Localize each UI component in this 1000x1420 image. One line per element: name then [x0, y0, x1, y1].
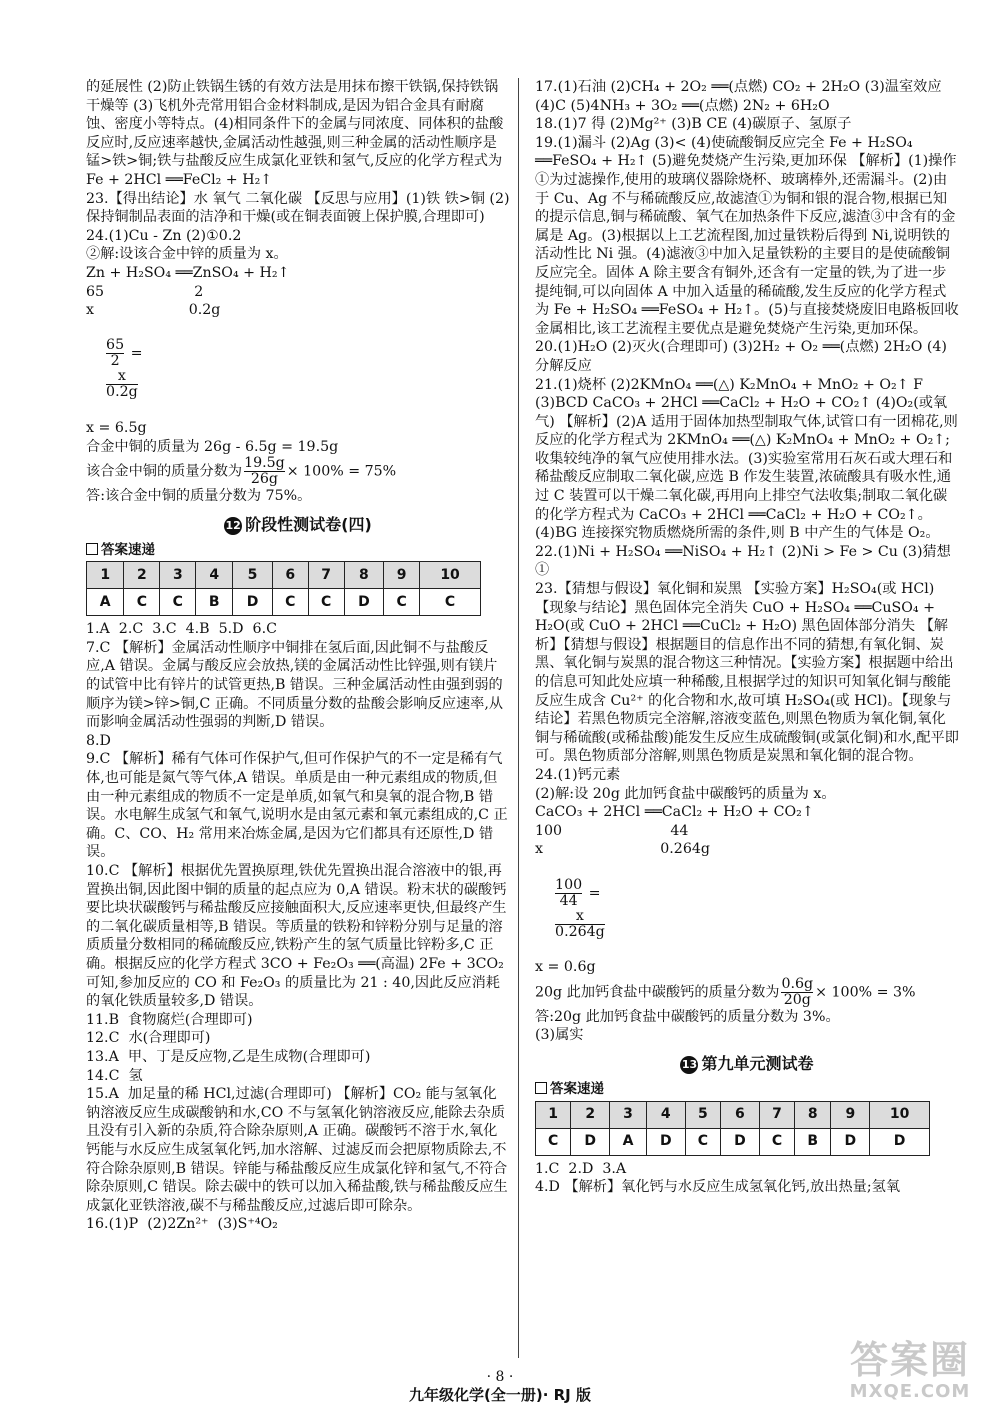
answer-24-fraction-line: 该合金中铜的质量分数为 $\frac{19.5g}{26g}$ × 100% = 75% — [86, 455, 397, 488]
answer-24-line: x 0.2g — [86, 302, 221, 319]
answer-cell: C — [759, 1128, 794, 1155]
answer-item: 23.【猜想与假设】氧化铜和炭黑 【实验方案】H₂SO₄(或 HCl) 【现象与结论】黑色固体完全消失 CuO + H₂SO₄ ══CuSO₄ + H₂O(或 CuO + 2HCl ══CuCl₂ + H₂O) 黑色固体部分消失 【解析】【猜想与假设】根据题目的信息作出不同的猜想,有氧化铜、炭黑、氧化铜与炭黑的混合物这三种情况。【实验方案】根据题中给出的信息可知此处应填一种稀酸,且根据学过的知识可知氧化铜与酸能反应生成含 Cu²⁺ 的化合物和水,故可填 H₂SO₄(或 HCl)。【现象与结论】若黑色物质完全溶解,溶液变蓝色,则黑色物质为氧化铜,氧化铜与稀硫酸(或稀盐酸)能发生反应生成硫酸铜(或氯化铜)和水,配平即可。黑色物质部分溶解,则黑色物质是炭黑和氧化铜的混合物。 — [535, 581, 959, 765]
answer-cell: C — [384, 589, 420, 616]
answer-cell: D — [831, 1128, 870, 1155]
answer-item: 20.(1)H₂O (2)灭火(合理即可) (3)2H₂ + O₂ ══(点燃) 2H₂O (4)分解反应 — [535, 339, 947, 374]
answer-cell: D — [646, 1128, 685, 1155]
question-number-cell: 10 — [870, 1101, 930, 1128]
question-number-cell: 1 — [536, 1101, 571, 1128]
answer-item: 15.A 加足量的稀 HCl,过滤(合理即可) 【解析】CO₂ 能与氢氧化钠溶液反应生成碳酸钠和水,CO 不与氢氧化钠溶液反应,能除去杂质且没有引入新的杂质,符合除杂原则,A 正确。碳酸钙不溶于水,氧化钙能与水反应生成氢氧化钙,加水溶解、过滤反而会把原物质除去,不符合除杂原则,B 错误。锌能与稀盐酸反应生成氯化锌和氢气,不符合除杂原则,C 错误。除去碳中的铁可以加入稀盐酸,铁与稀盐酸反应生成氯化亚铁溶液,碳不与稀盐酸反应,过滤后即可除杂。 — [86, 1086, 508, 1214]
answer-cell: D — [720, 1128, 759, 1155]
watermark-logo: 答案圈 MXQE.COM — [849, 1338, 971, 1402]
square-icon — [535, 1082, 547, 1094]
left-column — [86, 78, 510, 1234]
answer-22-continued: 的延展性 (2)防止铁锅生锈的有效方法是用抹布擦干铁锅,保持铁锅干燥等 (3)飞机外壳常用铝合金材料制成,是因为铝合金具有耐腐蚀、密度小等特点。(4)相同条件下的金属与同浓度、同体积的盐酸反应时,反应速率越快,金属活动性越强,则三种金属的活动性顺序是锰>铁>铜;铁与盐酸反应生成氯化亚铁和氢气,反应的化学方程式为 Fe + 2HCl ══FeCl₂ + H₂↑ — [86, 79, 507, 188]
answer-item: 22.(1)Ni + H₂SO₄ ══NiSO₄ + H₂↑ (2)Ni > Fe > Cu (3)猜想① — [535, 543, 951, 579]
answer-24-line: 合金中铜的质量为 26g - 6.5g = 19.5g — [86, 438, 339, 455]
question-number-cell: 6 — [272, 562, 308, 589]
answer-24-line: x = 6.5g — [86, 419, 147, 436]
question-number-cell: 6 — [720, 1101, 759, 1128]
question-number-cell: 7 — [308, 562, 344, 589]
answer-cell: D — [870, 1128, 930, 1155]
answer-item: 17.(1)石油 (2)CH₄ + 2O₂ ══(点燃) CO₂ + 2H₂O (3)温室效应 (4)C (5)4NH₃ + 3O₂ ══(点燃) 2N₂ + 6H₂O — [535, 79, 947, 114]
answer-24-proportion: $\frac{100}{44}$ = $\frac{x}{0.264g}$ — [555, 876, 605, 940]
column-divider — [518, 78, 519, 1358]
answer-cell: C — [124, 589, 160, 616]
answer-item: 13.A 甲、丁是反应物,乙是生成物(合理即可) — [86, 1048, 371, 1065]
answer-24-equation: Zn + H₂SO₄ ══ZnSO₄ + H₂↑ — [86, 264, 290, 281]
answer-24-proportion: $\frac{65}{2}$ = $\frac{x}{0.2g}$ — [106, 337, 143, 401]
question-number-cell: 4 — [196, 562, 233, 589]
answer-24-line: (2)解:设 20g 此加钙食盐中碳酸钙的质量为 x。 — [535, 785, 836, 802]
answer-quick-heading: 答案速递 — [86, 541, 510, 560]
page-number: · 8 · — [486, 1369, 514, 1385]
answer-24-line: x = 0.6g — [535, 959, 596, 976]
question-number-cell: 5 — [685, 1101, 720, 1128]
question-number-cell: 8 — [344, 562, 384, 589]
answer-quick-heading: 答案速递 — [535, 1080, 959, 1099]
right-column — [535, 78, 959, 1197]
section-number-badge: 13 — [680, 1056, 698, 1074]
question-number-cell: 2 — [124, 562, 160, 589]
answer-cell: C — [272, 589, 308, 616]
answer-cell: C — [536, 1128, 571, 1155]
answer-cell: A — [610, 1128, 647, 1155]
answer-item: 7.C 【解析】金属活动性顺序中铜排在氢后面,因此铜不与盐酸反应,A 错误。金属与酸反应会放热,镁的金属活动性比锌强,则有镁片的试管中比有锌片的试管更热,B 错误。三种金属活动性由强到弱的顺序为镁>锌>铜,C 正确。不同质量分数的盐酸会影响反应速率,从而影响金属活动性强弱的判断,D 错误。 — [86, 639, 504, 731]
question-number-cell: 10 — [420, 562, 481, 589]
answer-cell: D — [233, 589, 273, 616]
answer-cell: A — [87, 589, 124, 616]
question-number-cell: 1 — [87, 562, 124, 589]
answer-24-fraction-line: 20g 此加钙食盐中碳酸钙的质量分数为 $\frac{0.6g}{20g}$ × 100% = 3% — [535, 975, 916, 1008]
section-title-13: 13 第九单元测试卷 — [681, 1053, 814, 1073]
answer-item: 1.C 2.D 3.A — [535, 1160, 627, 1177]
question-number-cell: 9 — [831, 1101, 870, 1128]
answer-24-equation: CaCO₃ + 2HCl ══CaCl₂ + H₂O + CO₂↑ — [535, 804, 814, 821]
answer-24-conclusion: 答:20g 此加钙食盐中碳酸钙的质量分数为 3%。 — [535, 1008, 840, 1025]
answer-24-line: (3)属实 — [535, 1027, 584, 1044]
answer-24-line: 100 44 — [535, 822, 689, 839]
answer-item: 18.(1)7 得 (2)Mg²⁺ (3)B CE (4)碳原子、氢原子 — [535, 116, 852, 133]
answer-24-line: 65 2 — [86, 283, 204, 300]
answer-item: 8.D — [86, 732, 111, 749]
answer-cell: D — [344, 589, 384, 616]
section-title-12: 12 阶段性测试卷(四) — [225, 514, 372, 534]
answer-cell: C — [308, 589, 344, 616]
answer-24-line: ②解:设该合金中锌的质量为 x。 — [86, 246, 288, 263]
square-icon — [86, 543, 98, 555]
answer-item: 12.C 水(合理即可) — [86, 1030, 211, 1047]
answer-item: 10.C 【解析】根据优先置换原理,铁优先置换出混合溶液中的银,再置换出铜,因此图中铜的质量的起点应为 0,A 错误。粉末状的碳酸钙要比块状碳酸钙与稀盐酸反应接触面积大,反应速率更快,但最终产生的二氧化碳质量相等,B 错误。等质量的铁粉和锌粉分别与足量的溶质质量分数相同的稀硫酸反应,铁粉产生的氢气质量比锌粉多,C 正确。根据反应的化学方程式 3CO + Fe₂O₃ ══(高温) 2Fe + 3CO₂ 可知,参加反应的 CO 和 Fe₂O₃ 的质量比为 21 : 40,因此反应消耗的氧化铁质量较多,D 错误。 — [86, 863, 509, 1010]
question-number-cell: 2 — [571, 1101, 610, 1128]
answer-cell: C — [420, 589, 481, 616]
section-number-badge: 12 — [224, 517, 242, 535]
answer-item: 19.(1)漏斗 (2)Ag (3)< (4)使硫酸铜反应完全 Fe + H₂SO₄ ══FeSO₄ + H₂↑ (5)避免焚烧产生污染,更加环保 【解析】(1)操作①为过滤操作,使用的玻璃仪器除烧杯、玻璃棒外,还需漏斗。(2)由于 Cu、Ag 不与稀硫酸反应,故滤渣①为铜和银的混合物,根据已知的提示信息,铜与稀硫酸、氧气在加热条件下反应,滤渣③中含有的金属是 Ag。(3)根据以上工艺流程图,加过量铁粉后得到 Ni,说明铁的活动性比 Ni 强。(4)滤液③中加入足量铁粉的主要目的是使硫酸铜反应完全。固体 A 除主要含有铜外,还含有一定量的铁,为了进一步提纯铜,可以向固体 A 中加入适量的稀硫酸,发生反应的化学方程式为 Fe + H₂SO₄ ══FeSO₄ + H₂↑。(5)与直接焚烧废旧电路板回收金属相比,该工艺流程主要优点是避免焚烧产生污染,更加环保。 — [535, 134, 959, 337]
question-number-cell: 7 — [759, 1101, 794, 1128]
answer-24-line: x 0.264g — [535, 841, 710, 858]
answer-item: 11.B 食物腐烂(合理即可) — [86, 1011, 253, 1028]
answer-item: 14.C 氢 — [86, 1067, 143, 1084]
answer-item: 16.(1)P (2)2Zn²⁺ (3)S⁺⁴O₂ — [86, 1216, 278, 1233]
question-number-cell: 3 — [610, 1101, 647, 1128]
answer-item: 21.(1)烧杯 (2)2KMnO₄ ══(△) K₂MnO₄ + MnO₂ + O₂↑ F (3)BCD CaCO₃ + 2HCl ══CaCl₂ + H₂O + CO₂↑ (4)O₂(或氧气) 【解析】(2)A 适用于固体加热型制取气体,试管口有一团棉花,则反应的化学方程式为 2KMnO₄ ══(△) K₂MnO₄ + MnO₂ + O₂↑;收集较纯净的氧气应使用排水法。(3)实验室常用石灰石或大理石和稀盐酸反应制取二氧化碳,应选 B 作发生装置,浓硫酸具有吸水性,通过 C 装置可以干燥二氧化碳,再用向上排空气法收集;制取二氧化碳的化学方程式为 CaCO₃ + 2HCl ══CaCl₂ + H₂O + CO₂↑。(4)BG 连接探究物质燃烧所需的条件,则 B 中产生的气体是 O₂。 — [535, 376, 958, 542]
answer-cell: B — [795, 1128, 831, 1155]
book-title-footer: 九年级化学(全一册)· RJ 版 — [409, 1386, 591, 1404]
answer-cell: C — [685, 1128, 720, 1155]
question-number-cell: 5 — [233, 562, 273, 589]
answer-23: 23.【得出结论】水 氧气 二氧化碳 【反思与应用】(1)铁 铁>铜 (2)保持铜制品表面的洁净和干燥(或在铜表面镀上保护膜,合理即可) — [86, 190, 510, 226]
answer-24-conclusion: 答:该合金中铜的质量分数为 75%。 — [86, 488, 312, 505]
question-number-cell: 4 — [646, 1101, 685, 1128]
answer-item: 1.A 2.C 3.C 4.B 5.D 6.C — [86, 621, 277, 638]
question-number-cell: 8 — [795, 1101, 831, 1128]
answer-24-line: 24.(1)钙元素 — [535, 766, 621, 783]
answer-24-line: 24.(1)Cu - Zn (2)①0.2 — [86, 227, 242, 244]
answer-cell: D — [571, 1128, 610, 1155]
answer-table-13 — [535, 1101, 930, 1156]
answer-cell: B — [196, 589, 233, 616]
question-number-cell: 9 — [384, 562, 420, 589]
answer-table-12 — [86, 561, 481, 616]
question-number-cell: 3 — [160, 562, 196, 589]
answer-item: 4.D 【解析】氧化钙与水反应生成氢氧化钙,放出热量;氢氧 — [535, 1179, 901, 1196]
answer-cell: C — [160, 589, 196, 616]
answer-item: 9.C 【解析】稀有气体可作保护气,但可作保护气的不一定是稀有气体,也可能是氮气等气体,A 错误。单质是由一种元素组成的物质,但由一种元素组成的物质不一定是单质,如氧气和臭氧的混合物,B 错误。水电解生成氢气和氧气,说明水是由氢元素和氧元素组成的,C 正确。C、CO、H₂ 常用来冶炼金属,是因为它们都具有还原性,D 错误。 — [86, 751, 508, 861]
